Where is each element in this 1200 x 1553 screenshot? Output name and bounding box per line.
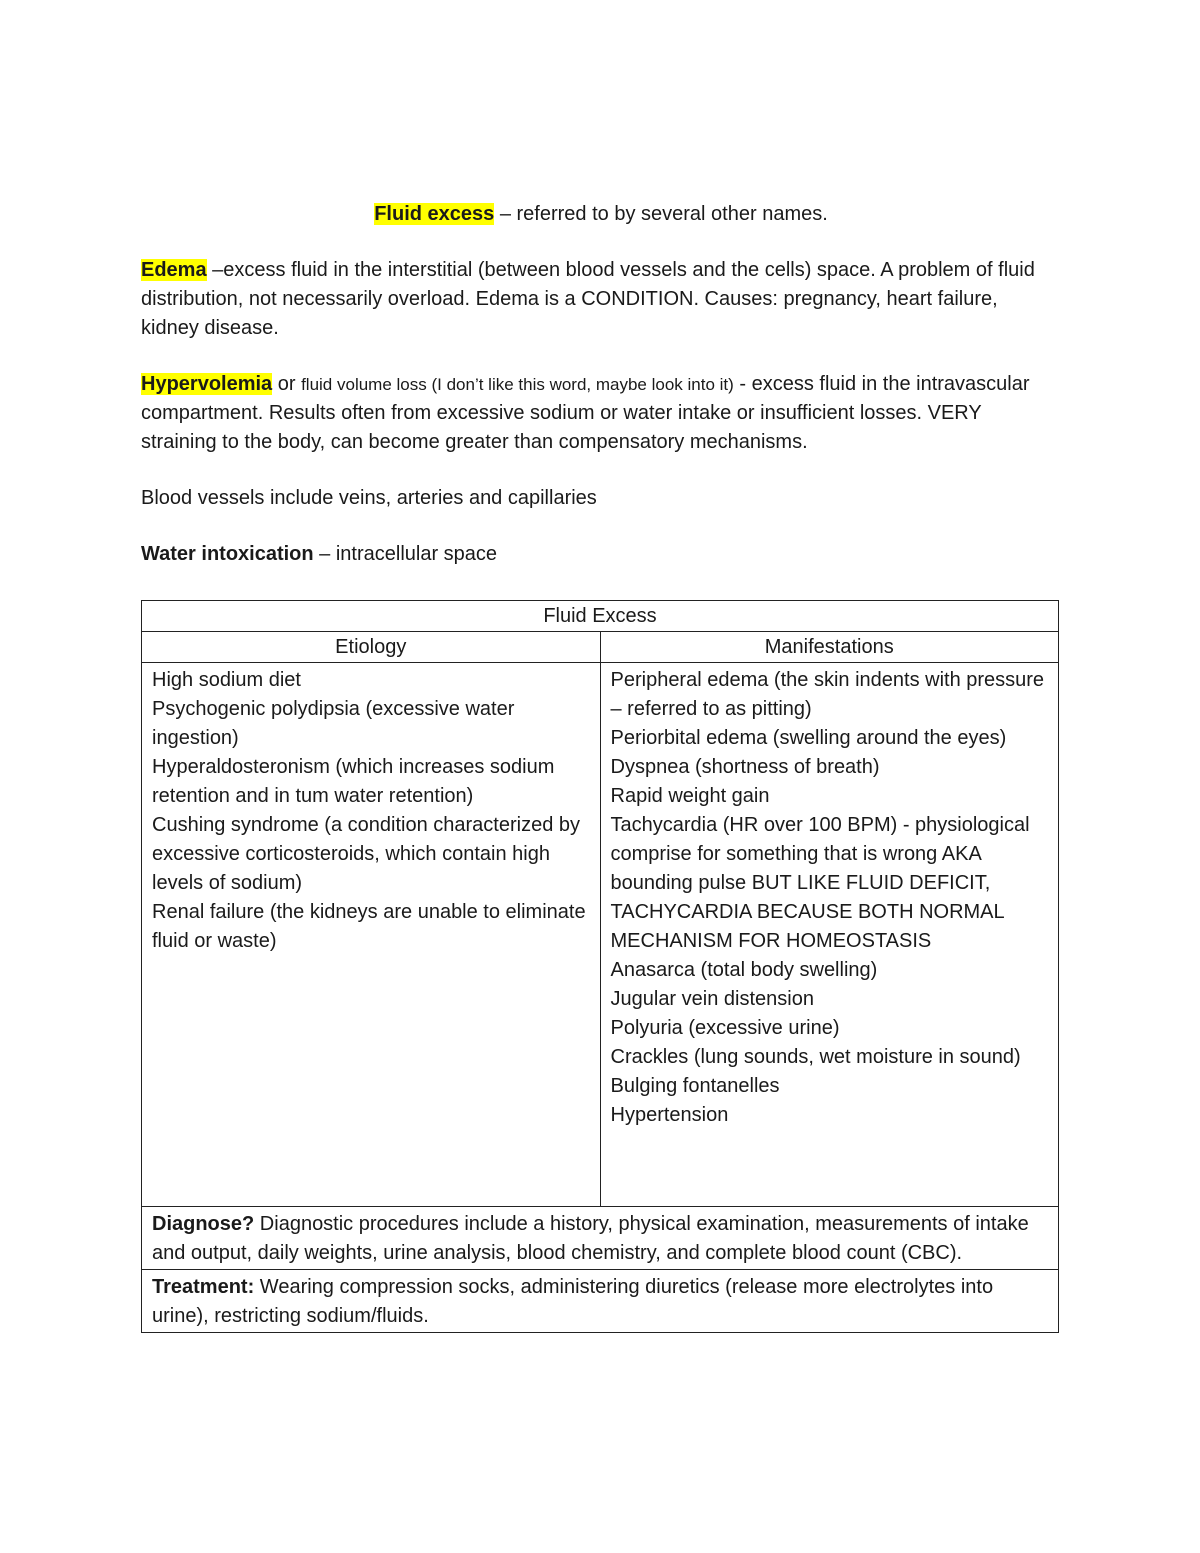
list-item: Renal failure (the kidneys are unable to eliminate fluid or waste) bbox=[152, 901, 586, 952]
table-title: Fluid Excess bbox=[142, 601, 1059, 632]
diagnose-text: Diagnostic procedures include a history, physical examination, measurements of intake and output, daily weights, urine analysis, blood chemistry, and complete blood count (CBC). bbox=[152, 1213, 1029, 1264]
treatment-text: Wearing compression socks, administering diuretics (release more electrolytes into urine), restricting sodium/fluids. bbox=[152, 1276, 994, 1327]
list-item: Cushing syndrome (a condition characterized by excessive corticosteroids, which contain high levels of sodium) bbox=[152, 814, 580, 894]
list-item: Anasarca (total body swelling) bbox=[610, 959, 878, 981]
hypervolemia-term: Hypervolemia bbox=[141, 373, 273, 395]
manifestations-cell bbox=[600, 663, 1059, 1207]
fluid-excess-description: – referred to by several other names. bbox=[494, 203, 828, 225]
hypervolemia-or: or bbox=[272, 373, 302, 395]
intro-line bbox=[141, 200, 1061, 229]
list-item: Jugular vein distension bbox=[610, 988, 814, 1010]
water-intoxication-term: Water intoxication bbox=[141, 543, 314, 565]
hypervolemia-paragraph bbox=[141, 370, 1061, 457]
list-item: Dyspnea (shortness of breath) bbox=[610, 756, 880, 778]
list-item: Peripheral edema (the skin indents with pressure – referred to as pitting) bbox=[610, 669, 1045, 720]
treatment-label: Treatment: bbox=[152, 1276, 255, 1298]
fluid-excess-table bbox=[141, 600, 1059, 1333]
hypervolemia-description: - excess fluid in the intravascular compartment. Results often from excessive sodium or water intake or insufficient losses. VERY straining to the body, can become greater than compensatory mechanisms. bbox=[141, 373, 1030, 453]
list-item: Crackles (lung sounds, wet moisture in sound) bbox=[610, 1046, 1021, 1068]
water-intoxication-line bbox=[141, 540, 1061, 569]
list-item: Rapid weight gain bbox=[610, 785, 770, 807]
diagnose-label: Diagnose? bbox=[152, 1213, 255, 1235]
list-item: Bulging fontanelles bbox=[610, 1075, 780, 1097]
fluid-excess-term: Fluid excess bbox=[374, 203, 495, 225]
treatment-cell bbox=[142, 1270, 1059, 1333]
list-item: High sodium diet bbox=[152, 669, 301, 691]
notes-body bbox=[141, 200, 1061, 569]
list-item: Periorbital edema (swelling around the eyes) bbox=[610, 727, 1007, 749]
list-item: Hypertension bbox=[610, 1104, 729, 1126]
diagnose-cell bbox=[142, 1207, 1059, 1270]
blood-vessels-line: Blood vessels include veins, arteries and capillaries bbox=[141, 487, 597, 509]
etiology-cell bbox=[142, 663, 601, 1207]
edema-paragraph bbox=[141, 256, 1061, 343]
list-item: Polyuria (excessive urine) bbox=[610, 1017, 840, 1039]
list-item: Psychogenic polydipsia (excessive water ingestion) bbox=[152, 698, 515, 749]
edema-description: –excess fluid in the interstitial (between blood vessels and the cells) space. A problem of fluid distribution, not necessarily overload. Edema is a CONDITION. Causes: pregnancy, heart failure, kidney disease. bbox=[141, 259, 1035, 339]
etiology-header: Etiology bbox=[142, 632, 601, 663]
hypervolemia-aside: fluid volume loss (I don’t like this word, maybe look into it) bbox=[301, 375, 734, 394]
manifestations-header: Manifestations bbox=[600, 632, 1059, 663]
water-intoxication-description: – intracellular space bbox=[313, 543, 498, 565]
list-item: Hyperaldosteronism (which increases sodium retention and in tum water retention) bbox=[152, 756, 555, 807]
list-item: Tachycardia (HR over 100 BPM) - physiological comprise for something that is wrong AKA bounding pulse BUT LIKE FLUID DEFICIT, TACHYCARDIA BECAUSE BOTH NORMAL MECHANISM FOR HOMEOSTASIS bbox=[610, 814, 1030, 952]
edema-term: Edema bbox=[141, 259, 207, 281]
